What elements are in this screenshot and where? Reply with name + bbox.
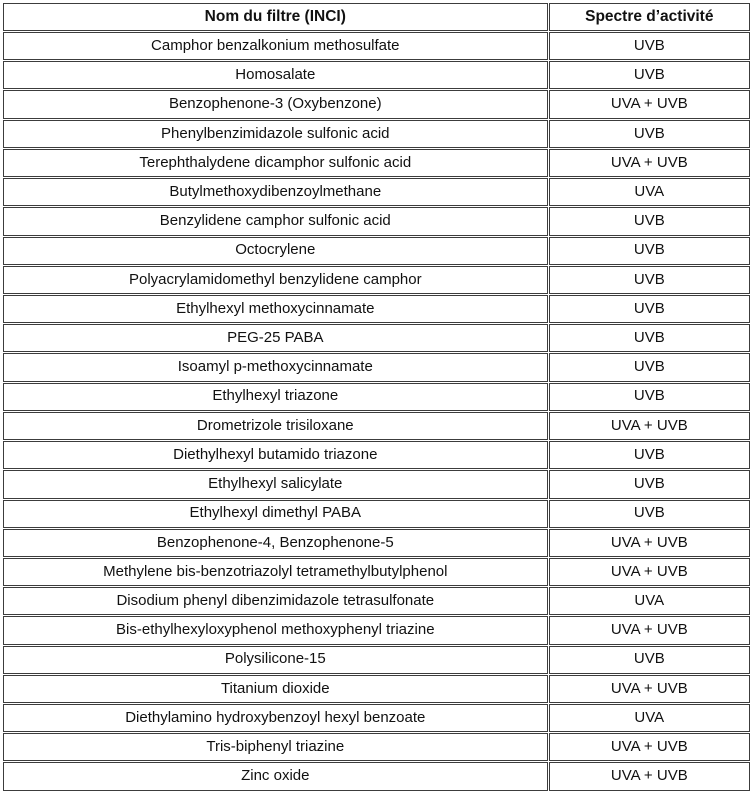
spectrum-cell: UVA + UVB — [549, 529, 750, 557]
filter-name-cell: Homosalate — [3, 61, 548, 89]
filter-name-cell: PEG-25 PABA — [3, 324, 548, 352]
spectrum-cell: UVB — [549, 441, 750, 469]
spectrum-cell: UVA — [549, 587, 750, 615]
filter-name-cell: Butylmethoxydibenzoylmethane — [3, 178, 548, 206]
filter-name-cell: Drometrizole trisiloxane — [3, 412, 548, 440]
filter-name-cell: Benzophenone-4, Benzophenone-5 — [3, 529, 548, 557]
spectrum-cell: UVA — [549, 178, 750, 206]
table-row — [3, 120, 750, 148]
table-row — [3, 762, 750, 791]
table-row — [3, 616, 750, 644]
table-row — [3, 237, 750, 265]
filter-name-cell: Polyacrylamidomethyl benzylidene camphor — [3, 266, 548, 294]
filter-name-cell: Methylene bis-benzotriazolyl tetramethylbutylphenol — [3, 558, 548, 586]
filter-name-cell: Polysilicone-15 — [3, 646, 548, 674]
spectrum-cell: UVA + UVB — [549, 149, 750, 177]
filter-name-cell: Isoamyl p-methoxycinnamate — [3, 353, 548, 381]
filter-name-cell: Benzylidene camphor sulfonic acid — [3, 207, 548, 235]
filter-name-cell: Camphor benzalkonium methosulfate — [3, 32, 548, 60]
table-row — [3, 529, 750, 557]
table-row — [3, 90, 750, 118]
header-spectrum: Spectre d’activité — [549, 3, 750, 31]
spectrum-cell: UVB — [549, 120, 750, 148]
table-row — [3, 207, 750, 235]
table-row — [3, 383, 750, 411]
header-filter-name: Nom du filtre (INCI) — [3, 3, 548, 31]
spectrum-cell: UVB — [549, 237, 750, 265]
spectrum-cell: UVB — [549, 383, 750, 411]
table-row — [3, 441, 750, 469]
spectrum-cell: UVB — [549, 207, 750, 235]
spectrum-cell: UVA + UVB — [549, 616, 750, 644]
table-row — [3, 353, 750, 381]
table-body — [3, 32, 750, 791]
table-row — [3, 266, 750, 294]
table-row — [3, 61, 750, 89]
filter-name-cell: Zinc oxide — [3, 762, 548, 791]
table-row — [3, 32, 750, 60]
table-row — [3, 675, 750, 703]
table-row — [3, 178, 750, 206]
spectrum-cell: UVB — [549, 61, 750, 89]
spectrum-cell: UVA + UVB — [549, 733, 750, 761]
table-row — [3, 733, 750, 761]
spectrum-cell: UVB — [549, 470, 750, 498]
filter-name-cell: Disodium phenyl dibenzimidazole tetrasulfonate — [3, 587, 548, 615]
filter-name-cell: Ethylhexyl triazone — [3, 383, 548, 411]
filter-name-cell: Terephthalydene dicamphor sulfonic acid — [3, 149, 548, 177]
filter-name-cell: Bis-ethylhexyloxyphenol methoxyphenyl triazine — [3, 616, 548, 644]
table-header — [3, 3, 750, 31]
table-row — [3, 149, 750, 177]
spectrum-cell: UVB — [549, 295, 750, 323]
table-row — [3, 295, 750, 323]
filter-name-cell: Phenylbenzimidazole sulfonic acid — [3, 120, 548, 148]
spectrum-cell: UVA + UVB — [549, 762, 750, 791]
spectrum-cell: UVB — [549, 266, 750, 294]
uv-filter-table — [2, 2, 751, 792]
spectrum-cell: UVA + UVB — [549, 675, 750, 703]
filter-name-cell: Tris-biphenyl triazine — [3, 733, 548, 761]
filter-name-cell: Titanium dioxide — [3, 675, 548, 703]
table-row — [3, 704, 750, 732]
spectrum-cell: UVB — [549, 324, 750, 352]
spectrum-cell: UVB — [549, 353, 750, 381]
filter-name-cell: Ethylhexyl dimethyl PABA — [3, 500, 548, 528]
table-row — [3, 412, 750, 440]
spectrum-cell: UVA — [549, 704, 750, 732]
table-row — [3, 324, 750, 352]
filter-name-cell: Benzophenone-3 (Oxybenzone) — [3, 90, 548, 118]
header-row — [3, 3, 750, 31]
table-row — [3, 500, 750, 528]
spectrum-cell: UVB — [549, 646, 750, 674]
filter-name-cell: Diethylhexyl butamido triazone — [3, 441, 548, 469]
filter-name-cell: Ethylhexyl salicylate — [3, 470, 548, 498]
table-row — [3, 646, 750, 674]
spectrum-cell: UVA + UVB — [549, 412, 750, 440]
table-row — [3, 558, 750, 586]
spectrum-cell: UVA + UVB — [549, 558, 750, 586]
spectrum-cell: UVA + UVB — [549, 90, 750, 118]
filter-name-cell: Octocrylene — [3, 237, 548, 265]
filter-name-cell: Ethylhexyl methoxycinnamate — [3, 295, 548, 323]
filter-name-cell: Diethylamino hydroxybenzoyl hexyl benzoate — [3, 704, 548, 732]
spectrum-cell: UVB — [549, 500, 750, 528]
table-row — [3, 470, 750, 498]
table-row — [3, 587, 750, 615]
spectrum-cell: UVB — [549, 32, 750, 60]
